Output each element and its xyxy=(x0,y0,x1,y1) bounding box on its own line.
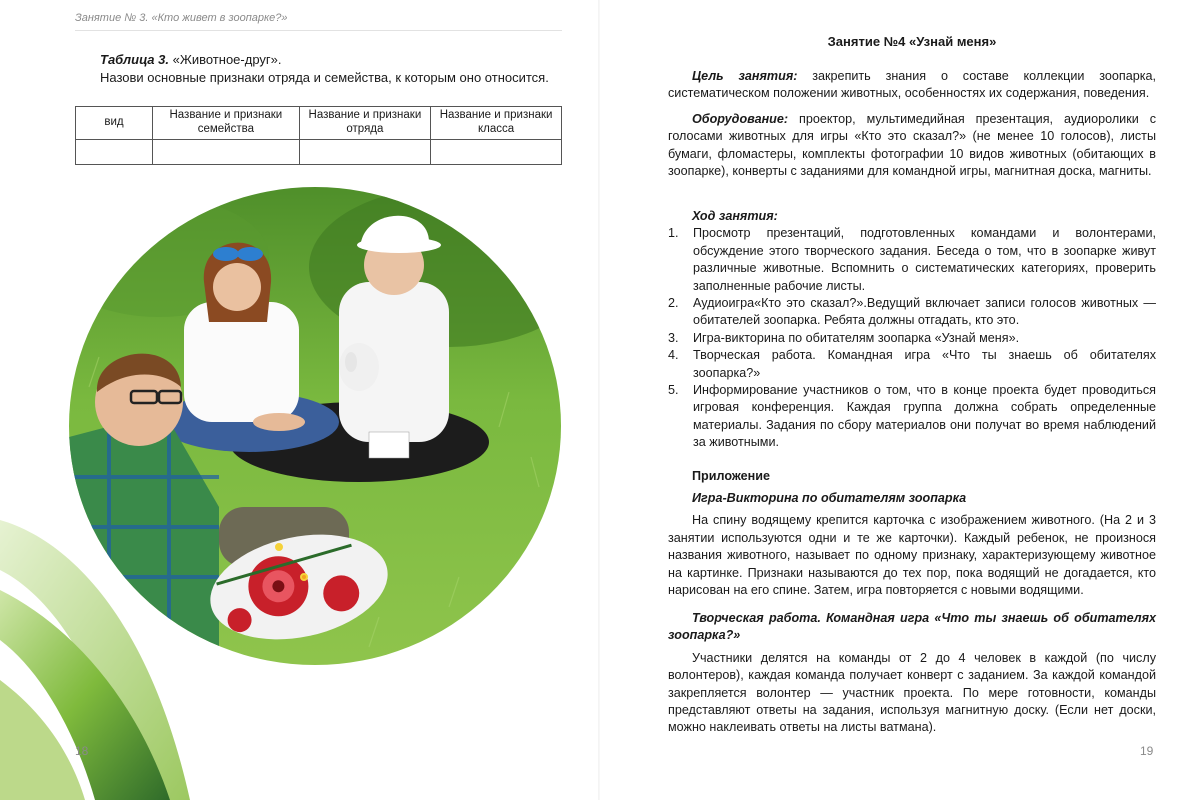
quiz-title: Игра-Викторина по обитателям зоопарка xyxy=(692,491,967,505)
list-item xyxy=(668,295,1156,330)
lesson-course xyxy=(668,208,1156,452)
equipment-text: проектор, мультимедийная презентация, аудиоролики с голосами животных для игры «Кто это сказал?» (не менее 10 голосов), листы бумаги, фломастеры, комплекты фотографии 10 видов животных (обитающих в зоопарке), конверты с заданиями для командной игры, магнитная доска, магниты. xyxy=(668,112,1156,179)
course-steps-list xyxy=(668,225,1156,451)
table-header-cell: вид xyxy=(76,107,153,140)
step-text: Просмотр презентаций, подготовленных командами и волонтерами, обсуждение этого творческого задания. Беседа о том, что в зоопарке живут различные животные. Вспомнить о систематических категориях, проверить заполненные рабочие листы. xyxy=(693,226,1156,293)
equipment-label: Оборудование: xyxy=(692,112,789,126)
step-text: Информирование участников о том, что в конце проекта будет проводиться игровая конференция. Каждая группа должна собрать определенные материалы. Задания по сбору материалов они получат во время наблюдений за животными. xyxy=(693,383,1156,450)
step-number: 3. xyxy=(668,330,679,345)
page-number-left: 18 xyxy=(75,744,89,758)
table-title xyxy=(100,52,282,67)
goal-text: закрепить знания о составе коллекции зоопарка, систематическом положении животных, особенностях их содержания, поведения. xyxy=(668,69,1156,101)
list-item xyxy=(668,382,1156,452)
table-header-cell: Название и признаки класса xyxy=(431,107,562,140)
step-text: Игра-викторина по обитателям зоопарка «Узнай меня». xyxy=(693,330,1020,345)
step-number: 4. xyxy=(668,348,679,363)
table-cell[interactable] xyxy=(299,140,430,165)
table-header-cell: Название и признаки семейства xyxy=(153,107,300,140)
step-text: Творческая работа. Командная игра «Что ты знаешь об обитателях зоопарка?» xyxy=(693,348,1156,380)
header-rule xyxy=(75,30,562,31)
running-head: Занятие № 3. «Кто живет в зоопарке?» xyxy=(75,12,288,24)
table-title-name: «Животное-друг». xyxy=(169,52,282,67)
step-number: 5. xyxy=(668,383,679,398)
classification-table xyxy=(75,106,562,165)
table-cell[interactable] xyxy=(431,140,562,165)
step-number: 1. xyxy=(668,226,679,241)
page-number-right: 19 xyxy=(1140,744,1154,758)
creative-title: Творческая работа. Командная игра «Что ты знаешь об обитателях зоопарка?» xyxy=(668,611,1156,643)
quiz-text: На спину водящему крепится карточка с изображением животного. (На 2 и 3 занятии используются одни и те же карточки). Каждый ребенок, не произнося названия животного, называет по одному признаку, характеризующему животное на картинке. Признаки называются до тех пор, пока водящий не догадается, кто нарисован на его спине. Затем, игра повторяется с новыми водящими. xyxy=(668,513,1156,598)
list-item xyxy=(668,225,1156,295)
appendix-heading: Приложение xyxy=(692,469,770,483)
step-text: Аудиоигра«Кто это сказал?».Ведущий включает записи голосов животных — обитателей зоопарка. Ребята должны отгадать, кто это. xyxy=(693,296,1156,328)
table-cell[interactable] xyxy=(76,140,153,165)
table-cell[interactable] xyxy=(153,140,300,165)
children-on-grass-illustration xyxy=(69,187,561,665)
quiz-section xyxy=(668,490,1156,599)
list-item xyxy=(668,347,1156,382)
creative-text: Участники делятся на команды от 2 до 4 человек в каждой (по числу волонтеров), каждая команда получает конверт с заданием. За каждой командой закрепляется волонтер — участник проекта. По мере готовности, команды представляют ответы на задания, используя магнитную доску. (Если нет доски, можно наклеивать ответы на листы ватмана). xyxy=(668,650,1156,735)
table-header-row xyxy=(76,107,562,140)
table-instruction: Назови основные признаки отряда и семейства, к которым оно относится. xyxy=(100,70,549,85)
table-header-cell: Название и признаки отряда xyxy=(299,107,430,140)
children-photo xyxy=(69,187,561,665)
goal-label: Цель занятия: xyxy=(692,69,798,83)
table-title-number: Таблица 3. xyxy=(100,52,169,67)
creative-section xyxy=(668,610,1156,737)
course-label: Ход занятия: xyxy=(692,209,778,223)
lesson-title: Занятие №4 «Узнай меня» xyxy=(827,34,997,49)
lesson-equipment xyxy=(668,111,1156,181)
step-number: 2. xyxy=(668,296,679,311)
list-item xyxy=(668,330,1156,347)
table-row xyxy=(76,140,562,165)
lesson-goal xyxy=(668,68,1156,103)
